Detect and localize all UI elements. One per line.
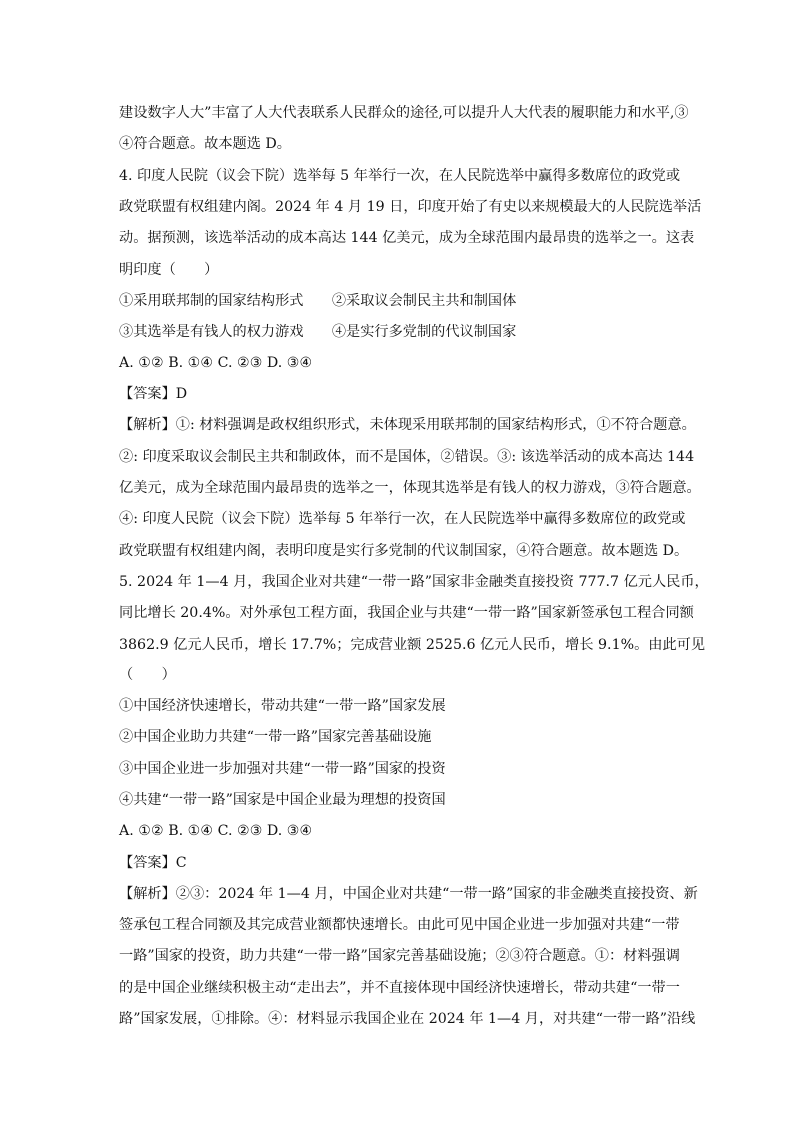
choice-line: A. ①② B. ①④ C. ②③ D. ③④ (119, 355, 313, 371)
question-4-stem: 4. 印度人民院（议会下院）选举每 5 年举行一次，在人民院选举中赢得多数席位的政党或 (119, 168, 681, 184)
option-line: ②中国企业助力共建“一带一路”国家完善基础设施 (119, 729, 432, 745)
text-line: （ ） (119, 667, 176, 683)
text-line: 亿美元，成为全球范围内最昂贵的选举之一，体现其选举是有钱人的权力游戏，③符合题意。 (119, 480, 701, 496)
option-line: ③其选举是有钱人的权力游戏 ④是实行多党制的代议制国家 (119, 324, 517, 340)
text-line: 3862.9 亿元人民币，增长 17.7%；完成营业额 2525.6 亿元人民币，增长 9.1%。由此可见 (119, 637, 706, 653)
text-line: 建设数字人大”丰富了人大代表联系人民群众的途径,可以提升人大代表的履职能力和水平,③ (119, 105, 689, 121)
text-line: 政党联盟有权组建内阁。2024 年 4 月 19 日，印度开始了有史以来规模最大的人民院选举活 (119, 199, 702, 215)
text-line: ④: 印度人民院（议会下院）选举每 5 年举行一次，在人民院选举中赢得多数席位的政党或 (119, 511, 686, 527)
answer-line: 【答案】C (119, 855, 187, 871)
text-line: 的是中国企业继续积极主动“走出去”，并不直接体现中国经济快速增长，带动共建“一带一 (119, 980, 680, 996)
text-line: ②: 印度采取议会制民主共和制政体，而不是国体，②错误。③: 该选举活动的成本高达 144 (119, 449, 695, 465)
option-line: ④共建“一带一路”国家是中国企业最为理想的投资国 (119, 792, 446, 808)
text-line: 一路”国家的投资，助力共建“一带一路”国家完善基础设施；②③符合题意。①：材料强调 (119, 948, 680, 964)
text-line: 明印度（ ） (119, 262, 219, 278)
analysis-line: 【解析】①: 材料强调是政权组织形式，未体现采用联邦制的国家结构形式，①不符合题意。 (119, 417, 696, 433)
text-line: 政党联盟有权组建内阁，表明印度是实行多党制的代议制国家，④符合题意。故本题选 D。 (119, 543, 689, 559)
choice-line: A. ①② B. ①④ C. ②③ D. ③④ (119, 823, 313, 839)
text-line: 路”国家发展，①排除。④：材料显示我国企业在 2024 年 1—4 月，对共建“一带一路”沿线 (119, 1011, 696, 1027)
text-line: 动。据预测，该选举活动的成本高达 144 亿美元，成为全球范围内最昂贵的选举之一。这表 (119, 230, 695, 246)
question-5-stem: 5. 2024 年 1—4 月，我国企业对共建“一带一路”国家非金融类直接投资 777.7 亿元人民币， (119, 574, 709, 590)
analysis-line: 【解析】②③：2024 年 1—4 月，中国企业对共建“一带一路”国家的非金融类直接投资、新 (119, 886, 698, 902)
text-line: ④符合题意。故本题选 D。 (119, 136, 291, 152)
answer-line: 【答案】D (119, 386, 188, 402)
option-line: ①中国经济快速增长，带动共建“一带一路”国家发展 (119, 698, 446, 714)
text-line: 签承包工程合同额及其完成营业额都快速增长。由此可见中国企业进一步加强对共建“一带 (119, 917, 680, 933)
text-line: 同比增长 20.4%。对外承包工程方面，我国企业与共建“一带一路”国家新签承包工程合同额 (119, 605, 694, 621)
option-line: ③中国企业进一步加强对共建“一带一路”国家的投资 (119, 761, 446, 777)
option-line: ①采用联邦制的国家结构形式 ②采取议会制民主共和制国体 (119, 293, 517, 309)
